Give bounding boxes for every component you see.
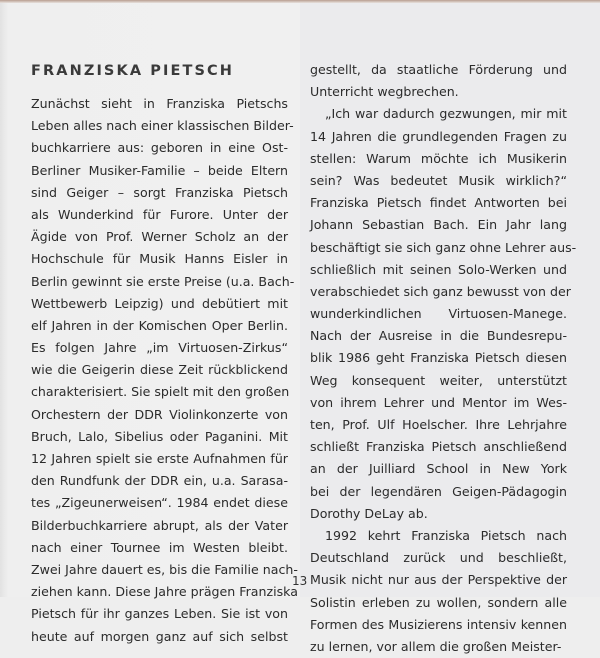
text-line: Zwei Jahre dauert es, bis die Familie nach- bbox=[31, 561, 298, 577]
text-line: Zunächst sieht in Franziska Pietschs bbox=[31, 96, 288, 111]
text-line: Deutschland zurück und beschließt, bbox=[310, 550, 567, 566]
text-line: Hochschule für Musik Hanns Eisler in bbox=[31, 251, 288, 267]
text-line: den Rundfunk der DDR ein, u.a. Sarasa- bbox=[31, 473, 288, 489]
text-line: Weg konsequent weiter, unterstützt bbox=[310, 372, 567, 388]
text-line: Leben alles nach einer klassischen Bilder- bbox=[31, 118, 294, 134]
text-line: charakterisiert. Sie spielt mit den großen bbox=[31, 384, 290, 400]
text-line: stellen: Warum möchte ich Musikerin bbox=[310, 150, 567, 166]
text-line: wie die Geigerin diese Zeit rückblickend bbox=[31, 362, 288, 378]
text-line: von ihrem Lehrer und Mentor im Wes- bbox=[310, 394, 567, 410]
text-line: Franziska Pietsch findet Antworten bei bbox=[310, 195, 567, 211]
text-line: buchkarriere aus: geboren in eine Ost- bbox=[31, 140, 288, 156]
text-line: Ägide von Prof. Werner Scholz an der bbox=[31, 229, 288, 245]
text-line: Bilderbuchkarriere abrupt, als der Vater bbox=[31, 517, 288, 533]
right-text-column bbox=[310, 59, 577, 658]
page-number: 13 bbox=[292, 574, 308, 588]
text-line: sein? Was bedeutet Musik wirklich?“ bbox=[310, 172, 567, 188]
text-line: zu lernen, vor allem die großen Meister- bbox=[310, 638, 562, 654]
text-line: gestellt, da staatliche Förderung und bbox=[310, 62, 567, 77]
text-line: Wettbewerb Leipzig) und debütiert mit bbox=[31, 295, 288, 311]
text-line: tes „Zigeunerweisen“. 1984 endet diese bbox=[31, 495, 288, 511]
text-line: beschäftigt sie sich ganz ohne Lehrer aus- bbox=[310, 239, 577, 255]
text-line: Pietsch für ihr ganzes Leben. Sie ist von bbox=[31, 606, 288, 622]
text-line: Johann Sebastian Bach. Ein Jahr lang bbox=[310, 217, 567, 233]
text-line: 12 Jahren spielt sie erste Aufnahmen für bbox=[31, 451, 288, 466]
text-line: Es folgen Jahre „im Virtuosen-Zirkus“ bbox=[31, 340, 288, 356]
text-line: schließt Franziska Pietsch anschließend bbox=[310, 439, 567, 455]
text-line: Orchestern der DDR Violinkonzerte von bbox=[31, 406, 288, 422]
section-heading: FRANZISKA PIETSCH bbox=[31, 63, 235, 79]
text-line: als Wunderkind für Furore. Unter der bbox=[31, 206, 288, 222]
text-line: 1992 kehrt Franziska Pietsch nach bbox=[325, 527, 567, 543]
text-line: Unterricht wegbrechen. bbox=[310, 84, 459, 100]
text-line: schließlich mit seinen Solo-Werken und bbox=[310, 261, 567, 277]
text-line: Solistin erleben zu wollen, sondern alle bbox=[310, 594, 567, 610]
text-line: Berlin gewinnt sie erste Preise (u.a. Bach- bbox=[31, 273, 295, 289]
text-line: elf Jahren in der Komischen Oper Berlin. bbox=[31, 317, 288, 333]
text-line: Musik nicht nur aus der Perspektive der bbox=[310, 572, 567, 588]
text-line: bei der legendären Geigen-Pädagogin bbox=[310, 483, 567, 499]
text-line: Bruch, Lalo, Sibelius oder Paganini. Mit bbox=[31, 428, 288, 444]
text-line: verabschiedet sich ganz bewusst von der bbox=[310, 283, 571, 299]
text-line: an der Juilliard School in New York bbox=[310, 461, 567, 477]
text-line: nach einer Tournee im Westen bleibt. bbox=[31, 539, 288, 555]
text-line: Berliner Musiker-Familie – beide Eltern bbox=[31, 162, 288, 178]
text-line: Dorothy DeLay ab. bbox=[310, 505, 428, 521]
text-line: blik 1986 geht Franziska Pietsch diesen bbox=[310, 350, 567, 366]
text-line: ziehen kann. Diese Jahre prägen Franziska bbox=[31, 584, 298, 600]
text-line: Nach der Ausreise in die Bundesrepu- bbox=[310, 328, 567, 344]
text-line: 14 Jahren die grundlegenden Fragen zu bbox=[310, 128, 567, 144]
text-line: „Ich war dadurch gezwungen, mir mit bbox=[325, 106, 567, 122]
text-line: heute auf morgen ganz auf sich selbst bbox=[31, 628, 288, 644]
text-line: ten, Prof. Ulf Hoelscher. Ihre Lehrjahre bbox=[310, 417, 567, 432]
text-line: wunderkindlichen Virtuosen-Manege. bbox=[310, 306, 567, 322]
text-line: sind Geiger – sorgt Franziska Pietsch bbox=[31, 184, 288, 200]
left-text-column bbox=[31, 93, 298, 648]
text-line: Formen des Musizierens intensiv kennen bbox=[310, 616, 567, 632]
